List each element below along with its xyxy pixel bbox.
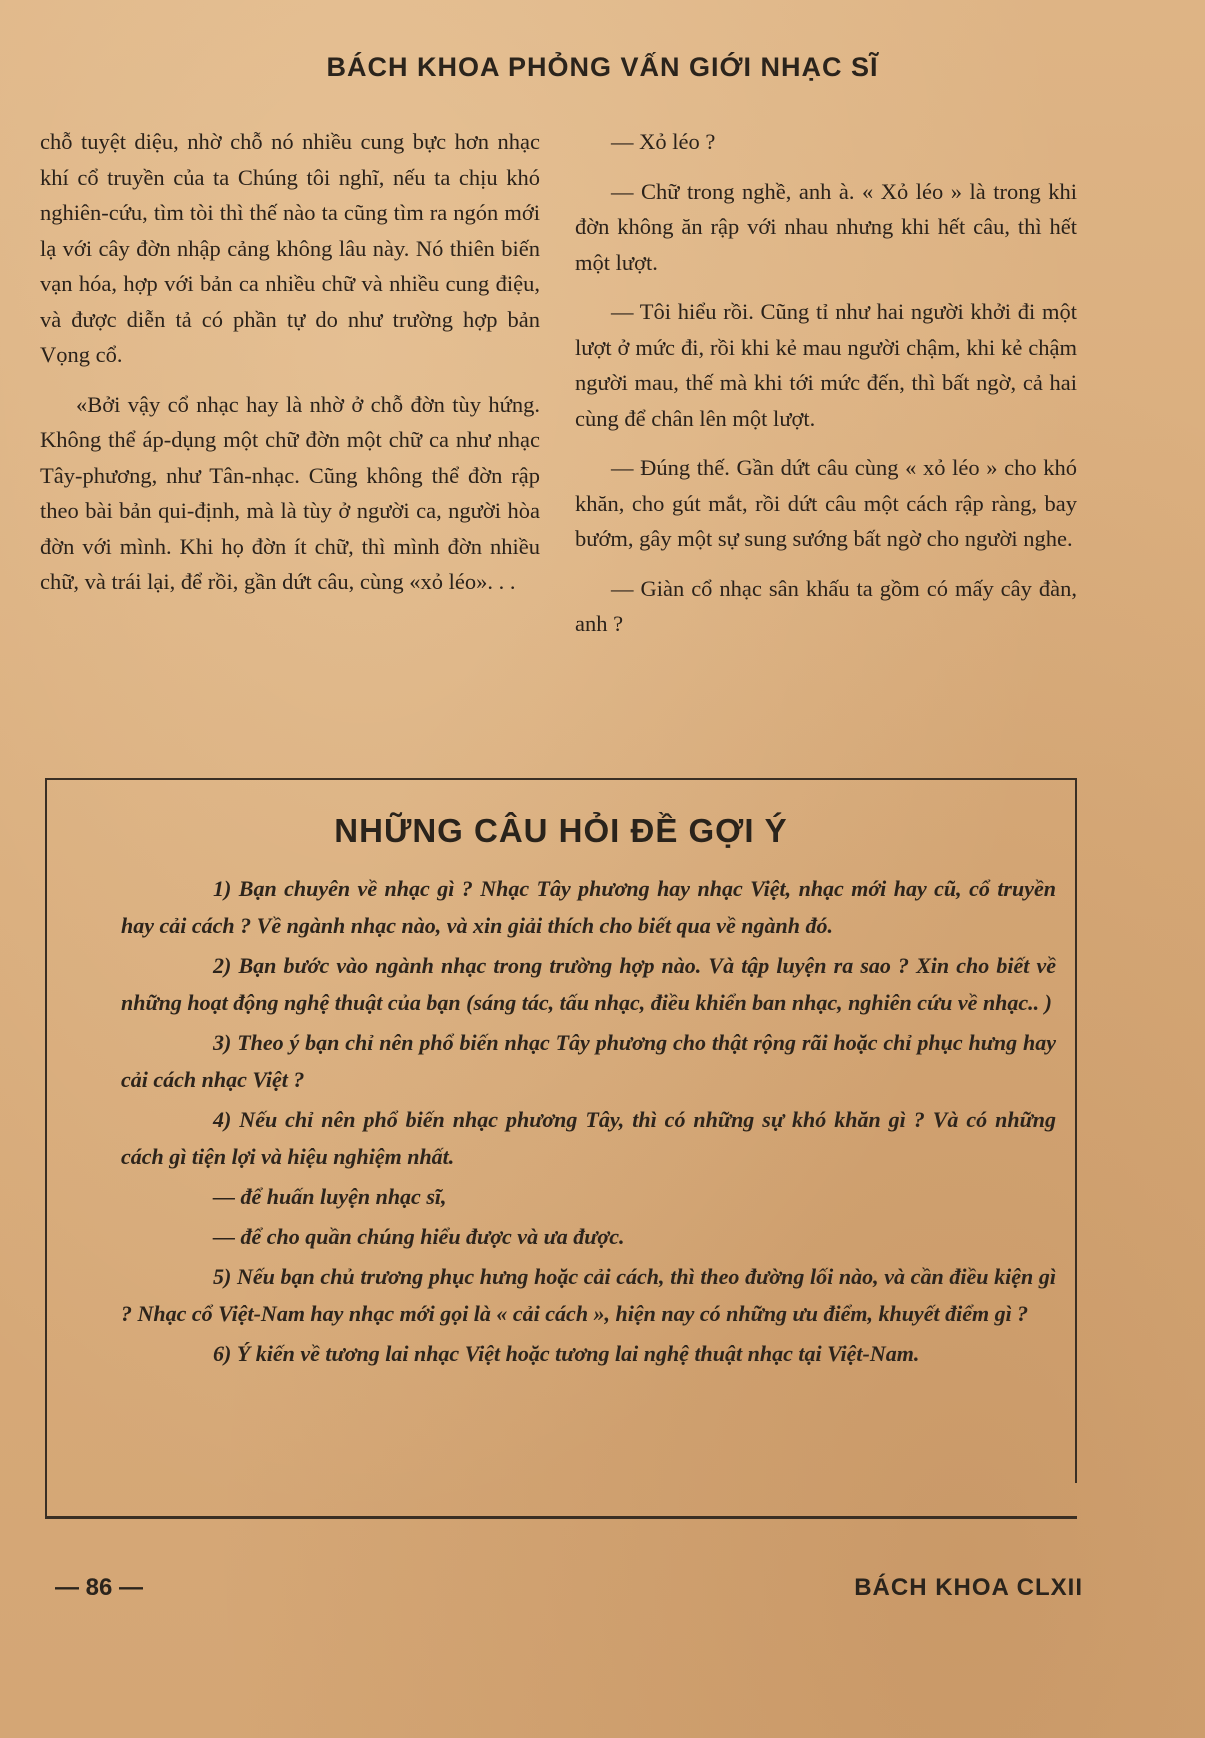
- right-column: [575, 124, 1077, 656]
- box-bottom-rule: [45, 1516, 1077, 1519]
- questions-list: [121, 870, 1056, 1375]
- question-1: 1) Bạn chuyên về nhạc gì ? Nhạc Tây phương hay nhạc Việt, nhạc mới hay cũ, cổ truyền hay cải cách ? Về ngành nhạc nào, và xin giải thích cho biết qua về ngành đó.: [121, 876, 1056, 938]
- right-paragraph-1: — Xỏ léo ?: [611, 129, 716, 154]
- running-header: BÁCH KHOA PHỎNG VẤN GIỚI NHẠC SĨ: [326, 52, 879, 82]
- box-left-rule: [45, 778, 47, 1516]
- left-paragraph-1: chỗ tuyệt diệu, nhờ chỗ nó nhiều cung bực hơn nhạc khí cổ truyền của ta Chúng tôi nghĩ, nếu ta chịu khó nghiên-cứu, tìm tòi thì thế nào ta cũng tìm ra ngón mới lạ với cây đờn nhập cảng không lâu này. Nó thiên biến vạn hóa, hợp với bản ca nhiều chữ và nhiều cung điệu, và được diễn tả có phần tự do như trường hợp bản Vọng cổ.: [40, 129, 540, 367]
- page-number: — 86 —: [55, 1574, 144, 1601]
- box-top-rule: [45, 778, 1077, 780]
- box-right-rule: [1075, 778, 1077, 1483]
- right-paragraph-3: — Tôi hiểu rồi. Cũng tỉ như hai người khởi đi một lượt ở mức đi, rồi khi kẻ mau người chậm, khi kẻ chậm người mau, thế mà khi tới mức đến, thì bất ngờ, cả hai cùng để chân lên một lượt.: [575, 299, 1077, 431]
- question-6: 6) Ý kiến về tương lai nhạc Việt hoặc tương lai nghệ thuật nhạc tại Việt-Nam.: [213, 1341, 920, 1366]
- left-paragraph-2: «Bởi vậy cổ nhạc hay là nhờ ở chỗ đờn tùy hứng. Không thể áp-dụng một chữ đờn một chữ ca như nhạc Tây-phương, như Tân-nhạc. Cũng không thể đờn rập theo bài bản qui-định, mà là tùy ở người ca, người hòa đờn với mình. Khi họ đờn ít chữ, thì mình đờn nhiều chữ, và trái lại, để rồi, gần dứt câu, cùng «xỏ léo». . .: [40, 391, 540, 594]
- question-4-sub-2: — để cho quần chúng hiểu được và ưa được.: [213, 1224, 625, 1249]
- question-3: 3) Theo ý bạn chỉ nên phổ biến nhạc Tây phương cho thật rộng rãi hoặc chỉ phục hưng hay cải cách nhạc Việt ?: [121, 1030, 1056, 1092]
- left-column: [40, 124, 540, 614]
- question-5: 5) Nếu bạn chủ trương phục hưng hoặc cải cách, thì theo đường lối nào, và cần điều kiện gì ? Nhạc cổ Việt-Nam hay nhạc mới gọi là « cải cách », hiện nay có những ưu điểm, khuyết điểm gì ?: [121, 1264, 1056, 1326]
- right-paragraph-4: — Đúng thế. Gần dứt câu cùng « xỏ léo » cho khó khăn, cho gút mắt, rồi dứt câu một cách rập ràng, bay bướm, gây một sự sung sướng bất ngờ cho người nghe.: [575, 455, 1077, 551]
- questions-box: [45, 778, 1077, 1518]
- question-2: 2) Bạn bước vào ngành nhạc trong trường hợp nào. Và tập luyện ra sao ? Xin cho biết về những hoạt động nghệ thuật của bạn (sáng tác, tấu nhạc, điều khiển ban nhạc, nghiên cứu về nhạc.. ): [121, 953, 1056, 1015]
- question-4: 4) Nếu chỉ nên phổ biến nhạc phương Tây, thì có những sự khó khăn gì ? Và có những cách gì tiện lợi và hiệu nghiệm nhất.: [121, 1107, 1056, 1169]
- issue-label: BÁCH KHOA CLXII: [854, 1574, 1083, 1601]
- right-paragraph-2: — Chữ trong nghề, anh à. « Xỏ léo » là trong khi đờn không ăn rập với nhau nhưng khi hết câu, thì hết một lượt.: [575, 178, 1077, 275]
- question-4-sub-1: — để huấn luyện nhạc sĩ,: [213, 1184, 447, 1209]
- box-title: NHỮNG CÂU HỎI ĐỀ GỢI Ý: [334, 812, 788, 849]
- right-paragraph-5: — Giàn cổ nhạc sân khấu ta gồm có mấy cây đàn, anh ?: [575, 575, 1077, 636]
